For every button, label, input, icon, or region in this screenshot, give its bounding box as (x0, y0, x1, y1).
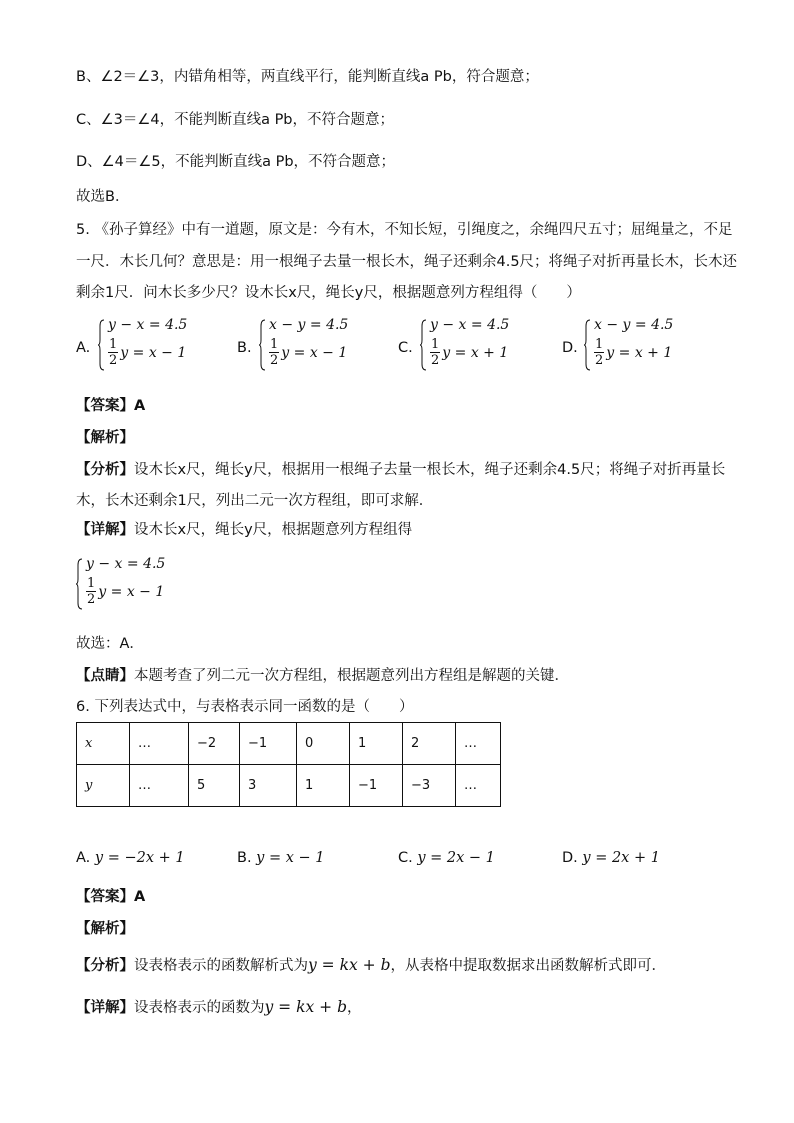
brace-icon (584, 319, 591, 371)
table-cell: 2 (403, 723, 456, 765)
equation-1: y − x = 4.5 (430, 317, 510, 333)
fraction: $\frac{1}{2}$ (431, 337, 440, 368)
q6-question: 6. 下列表达式中，与表格表示同一函数的是（ ） (76, 699, 414, 715)
q6-option-a: A. y = −2x + 1 (76, 850, 185, 866)
q5-jiexi-heading: 【解析】 (76, 430, 134, 446)
table-cell: −3 (403, 765, 456, 807)
option-label: D. (562, 340, 578, 356)
q6-option-c: C. y = 2x − 1 (398, 850, 495, 866)
table-cell: y (77, 765, 130, 807)
option-c-explanation: C、∠3＝∠4，不能判断直线a Pb，不符合题意； (76, 112, 395, 128)
equation-1: y − x = 4.5 (108, 317, 188, 333)
fraction: $\frac{1}{2}$ (595, 337, 604, 368)
q5-text-line2: 一尺．木长几何？意思是：用一根绳子去量一根长木，绳子还剩余4.5尺；将绳子对折再量长木，长木还 (76, 254, 738, 270)
equation-1: y − x = 4.5 (86, 556, 166, 572)
table-row (77, 765, 501, 807)
equation-2: $\frac{1}{2}$ y = x − 1 (270, 337, 348, 368)
q5-analysis-line2: 木，长木还剩余1尺，列出二元一次方程组，即可求解． (76, 493, 434, 509)
q6-option-d: D. y = 2x + 1 (562, 850, 660, 866)
table-cell: x (77, 723, 130, 765)
equation-1: x − y = 4.5 (269, 317, 349, 333)
brace-icon (98, 319, 105, 371)
q6-analysis: 【分析】设表格表示的函数解析式为y = kx + b，从表格中提取数据求出函数解析式即可． (76, 956, 666, 974)
equation-2: $\frac{1}{2}$ y = x − 1 (109, 337, 187, 368)
option-label: A. (76, 340, 91, 356)
fraction: $\frac{1}{2}$ (87, 576, 96, 607)
q5-analysis-line1: 【分析】设木长x尺，绳长y尺，根据用一根绳子去量一根长木，绳子还剩余4.5尺；将绳子对折再量长 (76, 462, 726, 478)
brace-icon (259, 319, 266, 371)
table-row (77, 723, 501, 765)
option-d-explanation: D、∠4＝∠5，不能判断直线a Pb，不符合题意； (76, 154, 396, 170)
brace-icon (420, 319, 427, 371)
q6-jiexi-heading: 【解析】 (76, 921, 134, 937)
table-cell: … (130, 765, 189, 807)
q6-detail: 【详解】设表格表示的函数为y = kx + b， (76, 998, 362, 1016)
table-cell: … (456, 765, 501, 807)
choose-b: 故选B． (76, 189, 130, 205)
q6-answer: 【答案】A (76, 889, 146, 905)
fraction: $\frac{1}{2}$ (109, 337, 118, 368)
q5-text-line3: 剩余1尺．问木长多少尺？设木长x尺，绳长y尺，根据题意列方程组得（ ） (76, 285, 581, 301)
q5-detail: 【详解】设木长x尺，绳长y尺，根据题意列方程组得 (76, 522, 413, 538)
q5-answer: 【答案】A (76, 398, 146, 414)
equation-1: x − y = 4.5 (594, 317, 674, 333)
table-cell: 1 (297, 765, 350, 807)
equation-2: $\frac{1}{2}$ y = x + 1 (431, 337, 509, 368)
equation-2: $\frac{1}{2}$ y = x + 1 (595, 337, 673, 368)
option-label: B. (237, 340, 252, 356)
table-cell: 3 (240, 765, 297, 807)
q6-option-b: B. y = x − 1 (237, 850, 325, 866)
table-cell: 1 (350, 723, 403, 765)
fraction: $\frac{1}{2}$ (270, 337, 279, 368)
table-cell: … (456, 723, 501, 765)
q5-choose: 故选：A． (76, 636, 144, 652)
function-value-table (76, 722, 501, 807)
table-cell: 0 (297, 723, 350, 765)
table-cell: −1 (240, 723, 297, 765)
table-cell: … (130, 723, 189, 765)
option-label: C. (398, 340, 413, 356)
option-b-explanation: B、∠2＝∠3，内错角相等，两直线平行，能判断直线a Pb，符合题意； (76, 69, 539, 85)
table-cell: −1 (350, 765, 403, 807)
brace-icon (76, 558, 83, 610)
table-cell: 5 (189, 765, 240, 807)
q5-text-line1: 5. 《孙子算经》中有一道题，原文是：今有木，不知长短，引绳度之，余绳四尺五寸；屈绳量之，不足 (76, 222, 733, 238)
equation-2: $\frac{1}{2}$ y = x − 1 (87, 576, 165, 607)
table-cell: −2 (189, 723, 240, 765)
q5-comment: 【点睛】本题考查了列二元一次方程组，根据题意列出方程组是解题的关键． (76, 668, 569, 684)
